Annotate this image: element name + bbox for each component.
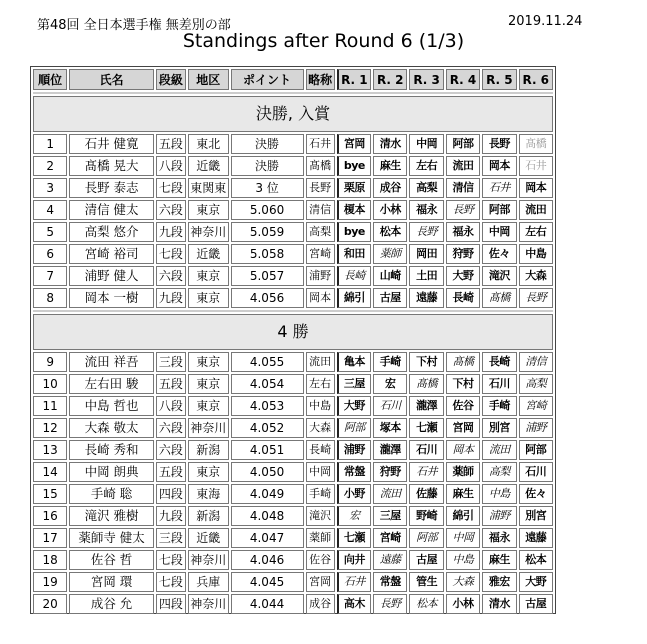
round-result-cell: 古屋 (373, 288, 407, 308)
round-result-cell: 塚本 (373, 418, 407, 438)
round-result-cell: 阿部 (409, 528, 443, 548)
area-cell: 神奈川 (188, 550, 229, 570)
round-result-cell: 常盤 (337, 462, 371, 482)
points-cell: 決勝 (231, 134, 304, 154)
round-result-cell: 高梨 (482, 462, 516, 482)
abbr-cell: 高梨 (306, 222, 335, 242)
column-header: R. 3 (409, 69, 443, 90)
dan-cell: 五段 (156, 134, 186, 154)
round-result-cell: 大森 (519, 266, 553, 286)
round-result-cell: 長崎 (337, 266, 371, 286)
table-row (33, 178, 553, 198)
round-result-cell: 左右 (519, 222, 553, 242)
round-result-cell: bye (337, 156, 371, 176)
round-result-cell: 別宮 (519, 506, 553, 526)
table-row (33, 222, 553, 242)
round-result-cell: 瀧澤 (409, 396, 443, 416)
rank-cell: 10 (33, 374, 67, 394)
abbr-cell: 佐谷 (306, 550, 335, 570)
name-cell: 宮崎 裕司 (69, 244, 153, 264)
round-result-cell: 榎本 (337, 200, 371, 220)
round-result-cell: 中岡 (482, 222, 516, 242)
round-result-cell: 佐藤 (409, 484, 443, 504)
round-result-cell: 下村 (409, 352, 443, 372)
round-result-cell: 石川 (482, 374, 516, 394)
rank-cell: 4 (33, 200, 67, 220)
rank-cell: 13 (33, 440, 67, 460)
round-result-cell: 大森 (446, 572, 480, 592)
column-header: 段級 (156, 69, 186, 90)
dan-cell: 六段 (156, 440, 186, 460)
page-title: Standings after Round 6 (1/3) (182, 30, 465, 52)
points-cell: 4.048 (231, 506, 304, 526)
round-result-cell: 亀本 (337, 352, 371, 372)
rank-cell: 16 (33, 506, 67, 526)
points-cell: 決勝 (231, 156, 304, 176)
round-result-cell: 瀧澤 (373, 440, 407, 460)
round-result-cell: 松本 (519, 550, 553, 570)
round-result-cell: 阿部 (519, 440, 553, 460)
round-result-cell: 流田 (446, 156, 480, 176)
round-result-cell: 山崎 (373, 266, 407, 286)
dan-cell: 六段 (156, 266, 186, 286)
rank-cell: 11 (33, 396, 67, 416)
area-cell: 東京 (188, 396, 229, 416)
round-result-cell: 福永 (446, 222, 480, 242)
section-header (33, 314, 553, 350)
round-result-cell: 中島 (446, 550, 480, 570)
round-result-cell: 三屋 (373, 506, 407, 526)
round-result-cell: 長野 (409, 222, 443, 242)
round-result-cell: 佐々 (519, 484, 553, 504)
dan-cell: 四段 (156, 594, 186, 614)
area-cell: 東京 (188, 462, 229, 482)
name-cell: 成谷 允 (69, 594, 153, 614)
round-result-cell: 髙橋 (482, 288, 516, 308)
round-result-cell: 流田 (373, 484, 407, 504)
column-header: 氏名 (69, 69, 153, 90)
points-cell: 3 位 (231, 178, 304, 198)
round-result-cell: 管生 (409, 572, 443, 592)
dan-cell: 九段 (156, 222, 186, 242)
round-result-cell: 小林 (373, 200, 407, 220)
points-cell: 5.060 (231, 200, 304, 220)
table-row (33, 244, 553, 264)
round-result-cell: 薬師 (373, 244, 407, 264)
round-result-cell: 宏 (337, 506, 371, 526)
round-result-cell: 小林 (446, 594, 480, 614)
abbr-cell: 宮岡 (306, 572, 335, 592)
column-header: R. 4 (446, 69, 480, 90)
area-cell: 新潟 (188, 506, 229, 526)
standings-frame (30, 66, 556, 614)
points-cell: 5.059 (231, 222, 304, 242)
abbr-cell: 石井 (306, 134, 335, 154)
name-cell: 岡本 一樹 (69, 288, 153, 308)
section-label: 決勝, 入賞 (33, 96, 553, 132)
dan-cell: 四段 (156, 484, 186, 504)
table-row (33, 352, 553, 372)
round-result-cell: 石井 (519, 156, 553, 176)
round-result-cell: 岡田 (409, 244, 443, 264)
abbr-cell: 髙橋 (306, 156, 335, 176)
standings-table (31, 67, 555, 616)
round-result-cell: 長野 (519, 288, 553, 308)
round-result-cell: 宮岡 (446, 418, 480, 438)
area-cell: 東京 (188, 352, 229, 372)
round-result-cell: 七瀬 (409, 418, 443, 438)
rank-cell: 3 (33, 178, 67, 198)
round-result-cell: 栗原 (337, 178, 371, 198)
round-result-cell: 大野 (519, 572, 553, 592)
rank-cell: 8 (33, 288, 67, 308)
round-result-cell: 遠藤 (519, 528, 553, 548)
round-result-cell: 小野 (337, 484, 371, 504)
dan-cell: 九段 (156, 506, 186, 526)
points-cell: 4.053 (231, 396, 304, 416)
round-result-cell: 岡本 (519, 178, 553, 198)
abbr-cell: 左右 (306, 374, 335, 394)
round-result-cell: 高梨 (519, 374, 553, 394)
dan-cell: 七段 (156, 178, 186, 198)
event-title: 第48回 全日本選手権 無差別の部 (37, 18, 231, 33)
column-header: R. 2 (373, 69, 407, 90)
points-cell: 4.050 (231, 462, 304, 482)
name-cell: 滝沢 雅樹 (69, 506, 153, 526)
rank-cell: 19 (33, 572, 67, 592)
round-result-cell: 土田 (409, 266, 443, 286)
round-result-cell: 阿部 (446, 134, 480, 154)
name-cell: 宮岡 環 (69, 572, 153, 592)
area-cell: 東北 (188, 134, 229, 154)
points-cell: 4.055 (231, 352, 304, 372)
table-row (33, 418, 553, 438)
name-cell: 手崎 聡 (69, 484, 153, 504)
round-result-cell: 手崎 (482, 396, 516, 416)
round-result-cell: 岡本 (446, 440, 480, 460)
round-result-cell: 高梨 (409, 178, 443, 198)
rank-cell: 20 (33, 594, 67, 614)
abbr-cell: 手崎 (306, 484, 335, 504)
round-result-cell: 清信 (519, 352, 553, 372)
rank-cell: 12 (33, 418, 67, 438)
round-result-cell: 岡本 (482, 156, 516, 176)
round-result-cell: 遠藤 (373, 550, 407, 570)
rank-cell: 14 (33, 462, 67, 482)
section-divider (33, 310, 553, 312)
round-result-cell: 流田 (519, 200, 553, 220)
dan-cell: 六段 (156, 200, 186, 220)
name-cell: 高梨 悠介 (69, 222, 153, 242)
rank-cell: 6 (33, 244, 67, 264)
round-result-cell: 長野 (482, 134, 516, 154)
table-row (33, 396, 553, 416)
round-result-cell: 和田 (337, 244, 371, 264)
abbr-cell: 滝沢 (306, 506, 335, 526)
table-row (33, 572, 553, 592)
round-result-cell: 石川 (519, 462, 553, 482)
round-result-cell: 左右 (409, 156, 443, 176)
column-header: ポイント (231, 69, 304, 90)
table-row (33, 528, 553, 548)
area-cell: 兵庫 (188, 572, 229, 592)
round-result-cell: 中岡 (446, 528, 480, 548)
table-row (33, 506, 553, 526)
round-result-cell: 福永 (482, 528, 516, 548)
round-result-cell: 清水 (482, 594, 516, 614)
round-result-cell: 成谷 (373, 178, 407, 198)
round-result-cell: 髙橋 (409, 374, 443, 394)
round-result-cell: 長野 (373, 594, 407, 614)
points-cell: 4.051 (231, 440, 304, 460)
round-result-cell: 浦野 (482, 506, 516, 526)
dan-cell: 九段 (156, 288, 186, 308)
dan-cell: 三段 (156, 528, 186, 548)
round-result-cell: 遠藤 (409, 288, 443, 308)
round-result-cell: 佐谷 (446, 396, 480, 416)
abbr-cell: 岡本 (306, 288, 335, 308)
round-result-cell: 浦野 (337, 440, 371, 460)
area-cell: 東京 (188, 266, 229, 286)
round-result-cell: 狩野 (373, 462, 407, 482)
area-cell: 東京 (188, 374, 229, 394)
round-result-cell: 綿引 (446, 506, 480, 526)
name-cell: 石井 健寛 (69, 134, 153, 154)
name-cell: 大森 敬太 (69, 418, 153, 438)
rank-cell: 5 (33, 222, 67, 242)
abbr-cell: 中島 (306, 396, 335, 416)
round-result-cell: 長崎 (482, 352, 516, 372)
round-result-cell: 麻生 (446, 484, 480, 504)
round-result-cell: 流田 (482, 440, 516, 460)
abbr-cell: 長崎 (306, 440, 335, 460)
round-result-cell: 石川 (409, 440, 443, 460)
table-row (33, 134, 553, 154)
table-row (33, 288, 553, 308)
rank-cell: 2 (33, 156, 67, 176)
round-result-cell: 石川 (373, 396, 407, 416)
dan-cell: 七段 (156, 572, 186, 592)
name-cell: 長野 泰志 (69, 178, 153, 198)
round-result-cell: 石井 (337, 572, 371, 592)
table-row (33, 440, 553, 460)
table-row (33, 594, 553, 614)
round-result-cell: 長野 (446, 200, 480, 220)
section-divider (33, 92, 553, 94)
round-result-cell: 髙橋 (519, 134, 553, 154)
round-result-cell: 雅宏 (482, 572, 516, 592)
table-row (33, 484, 553, 504)
section-label: 4 勝 (33, 314, 553, 350)
name-cell: 浦野 健人 (69, 266, 153, 286)
dan-cell: 八段 (156, 156, 186, 176)
round-result-cell: 綿引 (337, 288, 371, 308)
round-result-cell: 古屋 (409, 550, 443, 570)
round-result-cell: 佐々 (482, 244, 516, 264)
name-cell: 中島 哲也 (69, 396, 153, 416)
points-cell: 4.044 (231, 594, 304, 614)
dan-cell: 七段 (156, 550, 186, 570)
points-cell: 4.049 (231, 484, 304, 504)
area-cell: 新潟 (188, 440, 229, 460)
points-cell: 4.054 (231, 374, 304, 394)
round-result-cell: 松本 (409, 594, 443, 614)
area-cell: 東京 (188, 288, 229, 308)
name-cell: 流田 祥吾 (69, 352, 153, 372)
round-result-cell: 髙橋 (446, 352, 480, 372)
round-result-cell: 野崎 (409, 506, 443, 526)
points-cell: 5.057 (231, 266, 304, 286)
abbr-cell: 清信 (306, 200, 335, 220)
round-result-cell: 福永 (409, 200, 443, 220)
column-header: R. 1 (337, 69, 371, 90)
abbr-cell: 浦野 (306, 266, 335, 286)
abbr-cell: 大森 (306, 418, 335, 438)
points-cell: 4.052 (231, 418, 304, 438)
column-header: 略称 (306, 69, 335, 90)
abbr-cell: 薬師 (306, 528, 335, 548)
dan-cell: 三段 (156, 352, 186, 372)
name-cell: 薬師寺 健太 (69, 528, 153, 548)
dan-cell: 七段 (156, 244, 186, 264)
round-result-cell: 中島 (482, 484, 516, 504)
round-result-cell: 三屋 (337, 374, 371, 394)
round-result-cell: 向井 (337, 550, 371, 570)
abbr-cell: 流田 (306, 352, 335, 372)
round-result-cell: 中島 (519, 244, 553, 264)
round-result-cell: 下村 (446, 374, 480, 394)
table-row (33, 266, 553, 286)
round-result-cell: 浦野 (519, 418, 553, 438)
name-cell: 髙橋 晃大 (69, 156, 153, 176)
round-result-cell: 清信 (446, 178, 480, 198)
points-cell: 4.046 (231, 550, 304, 570)
round-result-cell: 宮崎 (519, 396, 553, 416)
column-header: R. 5 (482, 69, 516, 90)
name-cell: 中岡 朗典 (69, 462, 153, 482)
name-cell: 左右田 駿 (69, 374, 153, 394)
table-row (33, 156, 553, 176)
round-result-cell: 宮岡 (337, 134, 371, 154)
round-result-cell: 七瀬 (337, 528, 371, 548)
abbr-cell: 宮崎 (306, 244, 335, 264)
area-cell: 東関東 (188, 178, 229, 198)
dan-cell: 五段 (156, 462, 186, 482)
round-result-cell: 薬師 (446, 462, 480, 482)
column-header: 地区 (188, 69, 229, 90)
name-cell: 長崎 秀和 (69, 440, 153, 460)
table-row (33, 374, 553, 394)
column-header: 順位 (33, 69, 67, 90)
points-cell: 4.047 (231, 528, 304, 548)
event-date: 2019.11.24 (508, 14, 583, 29)
table-row (33, 462, 553, 482)
round-result-cell: 長崎 (446, 288, 480, 308)
round-result-cell: 高木 (337, 594, 371, 614)
area-cell: 近畿 (188, 156, 229, 176)
rank-cell: 18 (33, 550, 67, 570)
area-cell: 神奈川 (188, 418, 229, 438)
round-result-cell: 常盤 (373, 572, 407, 592)
area-cell: 東京 (188, 200, 229, 220)
round-result-cell: 清水 (373, 134, 407, 154)
rank-cell: 9 (33, 352, 67, 372)
dan-cell: 五段 (156, 374, 186, 394)
section-header (33, 96, 553, 132)
points-cell: 4.056 (231, 288, 304, 308)
points-cell: 4.045 (231, 572, 304, 592)
header-row (33, 69, 553, 90)
round-result-cell: 滝沢 (482, 266, 516, 286)
round-result-cell: 古屋 (519, 594, 553, 614)
column-header: R. 6 (519, 69, 553, 90)
table-row (33, 550, 553, 570)
abbr-cell: 長野 (306, 178, 335, 198)
area-cell: 神奈川 (188, 222, 229, 242)
round-result-cell: 大野 (446, 266, 480, 286)
round-result-cell: 石井 (482, 178, 516, 198)
area-cell: 東海 (188, 484, 229, 504)
name-cell: 佐谷 哲 (69, 550, 153, 570)
round-result-cell: 別宮 (482, 418, 516, 438)
round-result-cell: 阿部 (482, 200, 516, 220)
rank-cell: 15 (33, 484, 67, 504)
abbr-cell: 中岡 (306, 462, 335, 482)
round-result-cell: 麻生 (482, 550, 516, 570)
round-result-cell: 中岡 (409, 134, 443, 154)
dan-cell: 六段 (156, 418, 186, 438)
rank-cell: 1 (33, 134, 67, 154)
abbr-cell: 成谷 (306, 594, 335, 614)
round-result-cell: 大野 (337, 396, 371, 416)
area-cell: 神奈川 (188, 594, 229, 614)
round-result-cell: 手崎 (373, 352, 407, 372)
rank-cell: 7 (33, 266, 67, 286)
rank-cell: 17 (33, 528, 67, 548)
round-result-cell: 阿部 (337, 418, 371, 438)
table-row (33, 200, 553, 220)
round-result-cell: 石井 (409, 462, 443, 482)
round-result-cell: bye (337, 222, 371, 242)
area-cell: 近畿 (188, 244, 229, 264)
points-cell: 5.058 (231, 244, 304, 264)
round-result-cell: 狩野 (446, 244, 480, 264)
round-result-cell: 松本 (373, 222, 407, 242)
dan-cell: 八段 (156, 396, 186, 416)
round-result-cell: 宏 (373, 374, 407, 394)
name-cell: 清信 健太 (69, 200, 153, 220)
area-cell: 近畿 (188, 528, 229, 548)
standings-body (33, 92, 553, 614)
round-result-cell: 宮崎 (373, 528, 407, 548)
round-result-cell: 麻生 (373, 156, 407, 176)
